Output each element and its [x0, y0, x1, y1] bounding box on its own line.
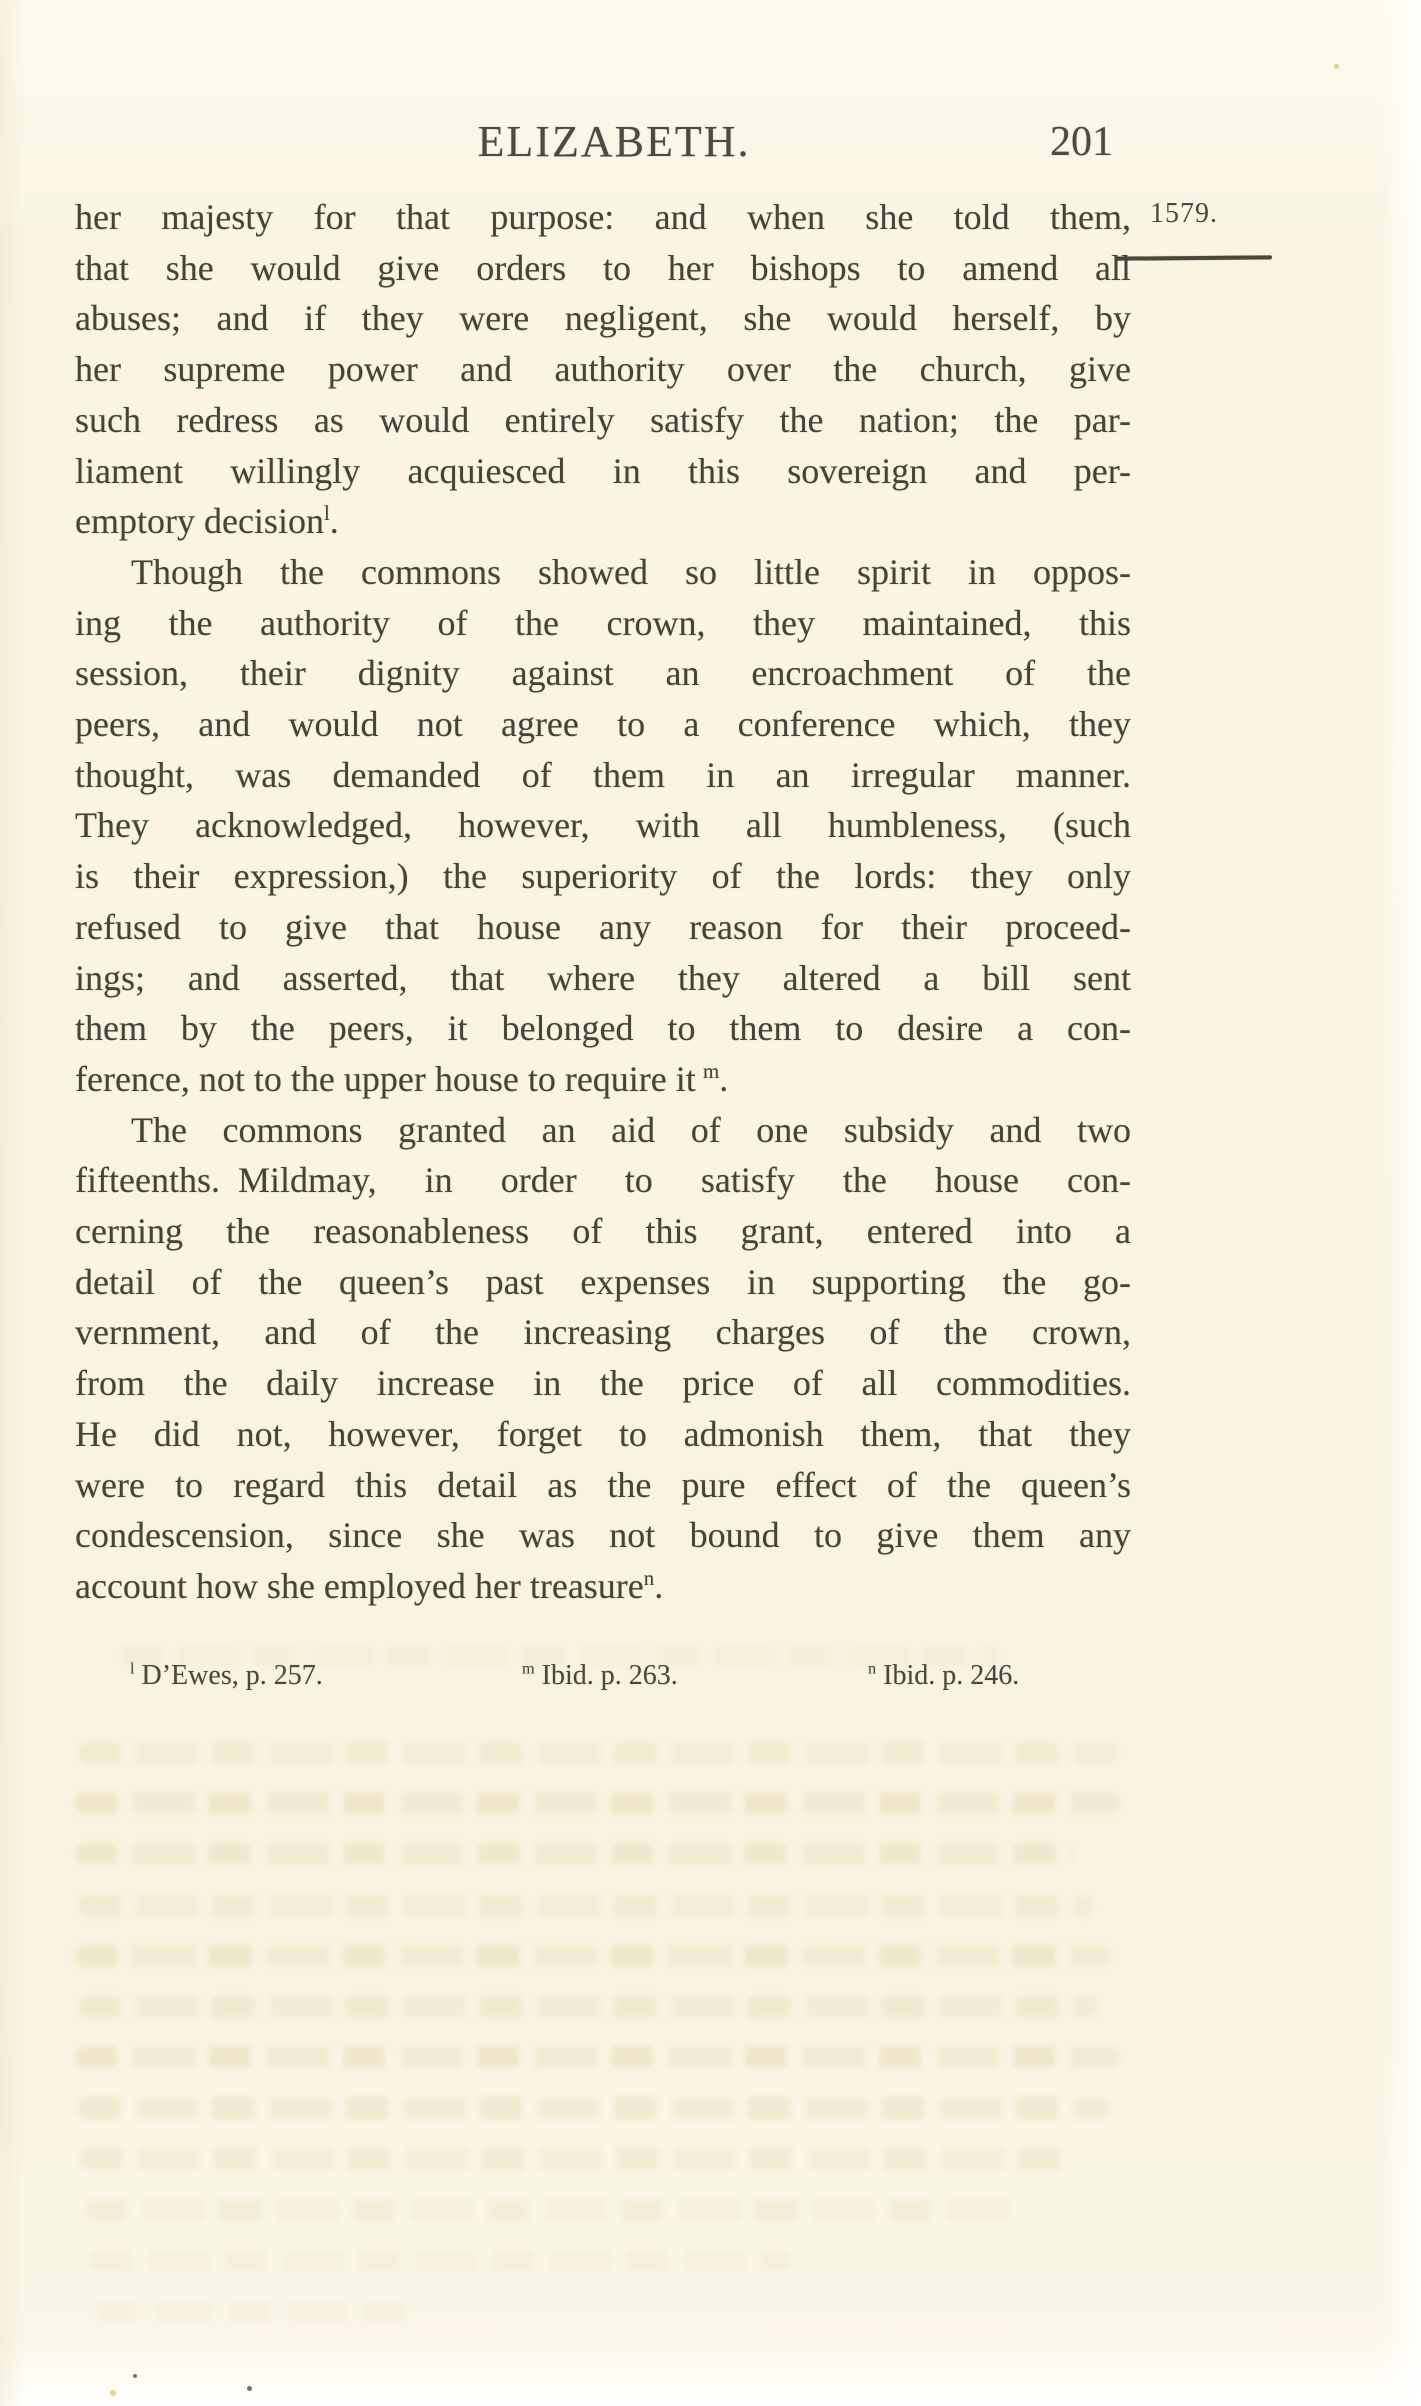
text-line: her supreme power and authority over the church, give [75, 349, 1131, 390]
ghost-line [78, 1742, 1118, 1764]
text-line: peers, and would not agree to a conference which, they [75, 704, 1131, 745]
text-line: such redress as would entirely satisfy the nation; the par- [75, 399, 1131, 440]
paper-speck [110, 2390, 116, 2396]
margin-note-rule [1116, 255, 1272, 260]
text-line: vernment, and of the increasing charges of the crown, [75, 1312, 1131, 1353]
ghost-line [95, 2300, 415, 2322]
ghost-line [75, 2046, 1120, 2068]
footnote: $^l$ D’Ewes, p. 257. [130, 1659, 323, 1691]
text-line: liament willingly acquiesced in this sovereign and per- [75, 450, 1131, 491]
text-line: He did not, however, forget to admonish them, that they [75, 1413, 1131, 1454]
page-number: 201 [1050, 119, 1113, 165]
text-line: thought, was demanded of them in an irregular manner. [75, 754, 1131, 795]
text-line: cerning the reasonableness of this grant, entered into a [75, 1211, 1131, 1252]
ghost-line [75, 1843, 1075, 1865]
text-line: her majesty for that purpose: and when she told them, [75, 197, 1131, 237]
ghost-line [90, 2250, 790, 2272]
footnotes [0, 1660, 1421, 1720]
text-line: were to regard this detail as the pure effect of the queen’s [75, 1464, 1131, 1505]
ghost-line [78, 1895, 1093, 1917]
text-line: condescension, since she was not bound to give them any [75, 1515, 1131, 1556]
footnote: $^m$ Ibid. p. 263. [522, 1659, 678, 1691]
text-line: that she would give orders to her bishops to amend all [75, 247, 1131, 288]
text-line: from the daily increase in the price of all commodities. [75, 1363, 1131, 1404]
text-line: account how she employed her treasure$^n$. [75, 1565, 664, 1606]
text-line: refused to give that house any reason for their proceed- [75, 906, 1131, 947]
text-line: emptory decision$^l$. [75, 501, 339, 542]
text-line: The commons granted an aid of one subsidy and two [131, 1109, 1131, 1150]
ink-speck [133, 2374, 137, 2378]
running-header-title: ELIZABETH. [477, 117, 751, 166]
text-line: ference, not to the upper house to require it $^m$. [75, 1058, 729, 1099]
text-line: fifteenths. Mildmay, in order to satisfy the house con- [75, 1160, 1131, 1201]
text-line: session, their dignity against an encroachment of the [75, 653, 1131, 694]
ghost-line [78, 1996, 1098, 2018]
paper-speck [1334, 64, 1339, 69]
ghost-line [120, 1645, 1000, 1667]
ghost-line [85, 2199, 1025, 2221]
text-line: Though the commons showed so little spirit in oppos- [131, 551, 1131, 592]
ghost-line [78, 2097, 1108, 2119]
ghost-line [75, 1945, 1110, 1967]
ghost-line [80, 2148, 1065, 2170]
ink-speck [247, 2386, 252, 2391]
text-line: ings; and asserted, that where they altered a bill sent [75, 957, 1131, 998]
text-line: is their expression,) the superiority of the lords: they only [75, 856, 1131, 897]
text-line: They acknowledged, however, with all humbleness, (such [75, 805, 1131, 846]
body-text [75, 192, 1131, 1612]
margin-year-note: 1579. [1150, 198, 1218, 229]
footnote: $^n$ Ibid. p. 246. [868, 1659, 1020, 1691]
text-line: abuses; and if they were negligent, she would herself, by [75, 298, 1131, 339]
text-line: ing the authority of the crown, they maintained, this [75, 602, 1131, 643]
ghost-line [75, 1792, 1120, 1814]
text-line: detail of the queen’s past expenses in supporting the go- [75, 1261, 1131, 1302]
text-line: them by the peers, it belonged to them to desire a con- [75, 1008, 1131, 1049]
